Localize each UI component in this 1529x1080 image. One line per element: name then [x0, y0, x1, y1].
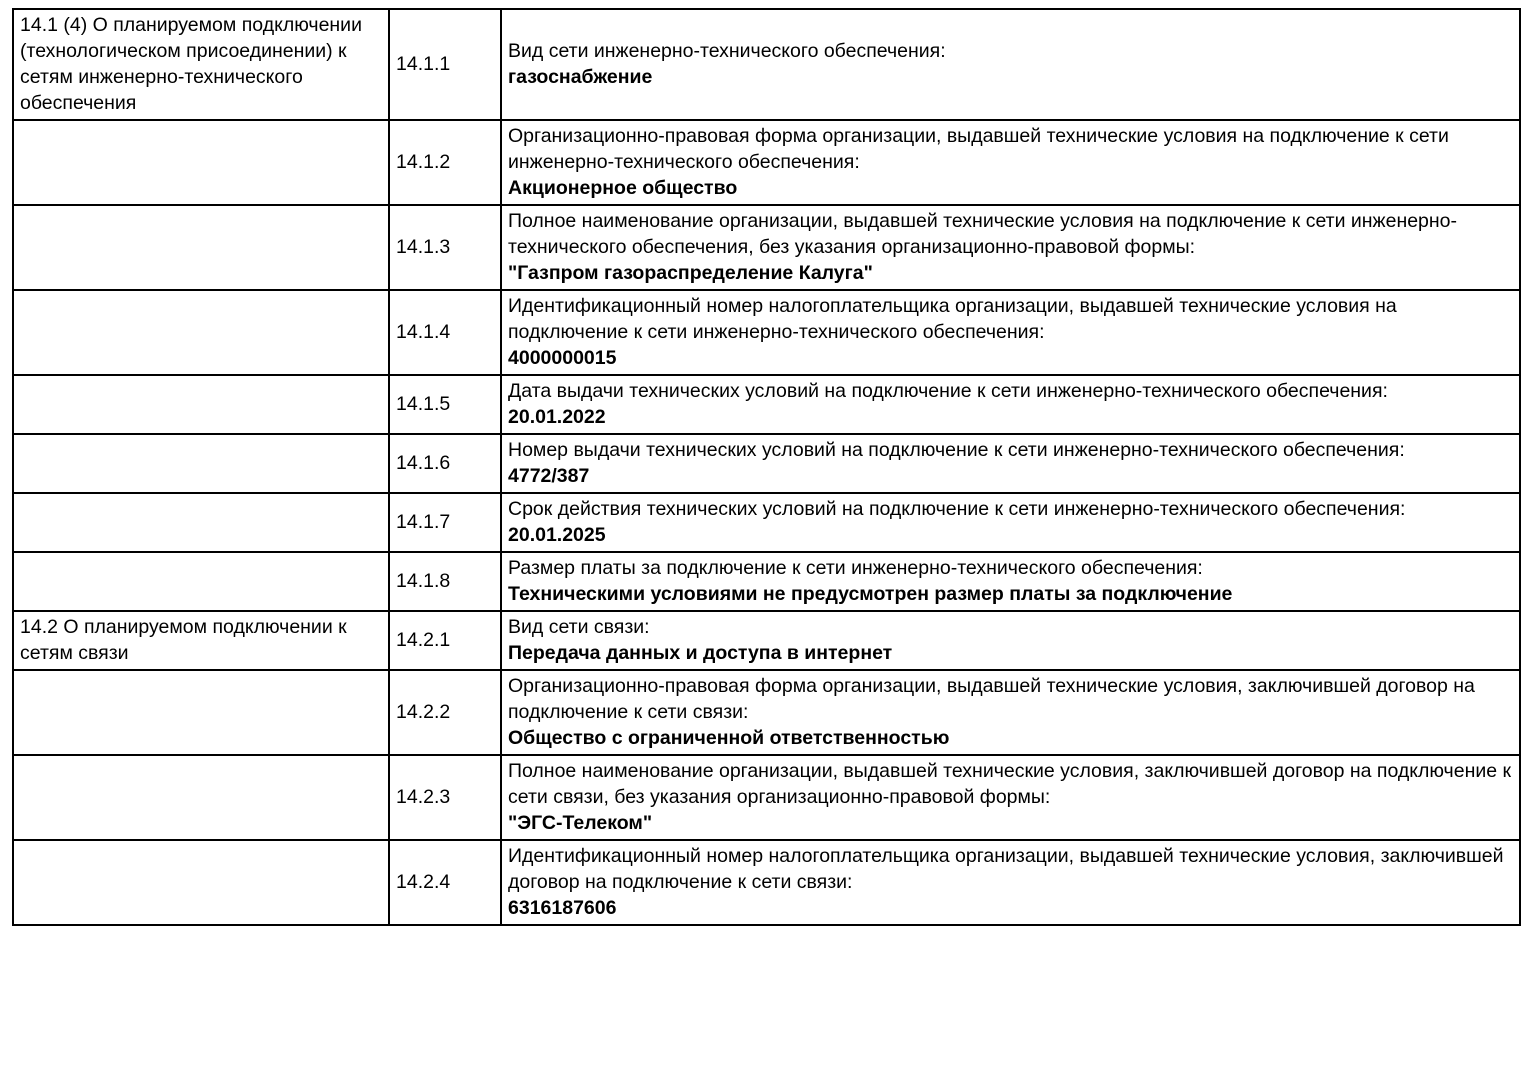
field-label: Полное наименование организации, выдавшей технические условия, заключившей договор на подключение к сети связи, без указания организационно-правовой формы:: [508, 760, 1512, 808]
field-label: Полное наименование организации, выдавшей технические условия на подключение к сети инженерно-технического обеспечения, без указания организационно-правовой формы:: [508, 210, 1458, 258]
section-cell: [13, 552, 389, 611]
content-cell: [501, 120, 1520, 205]
field-value: Общество с ограниченной ответственностью: [508, 727, 950, 749]
section-cell: 14.2 О планируемом подключении к сетям связи: [13, 611, 389, 670]
section-cell: [13, 670, 389, 755]
table-row: [13, 552, 1520, 611]
table-row: [13, 375, 1520, 434]
item-number-cell: 14.1.5: [389, 375, 501, 434]
item-number-cell: 14.1.3: [389, 205, 501, 290]
field-label: Срок действия технических условий на подключение к сети инженерно-технического обеспечения:: [508, 498, 1406, 520]
section-cell: [13, 840, 389, 925]
item-number-cell: 14.1.1: [389, 9, 501, 120]
table-row: [13, 493, 1520, 552]
item-number-cell: 14.2.4: [389, 840, 501, 925]
field-label: Вид сети инженерно-технического обеспечения:: [508, 40, 946, 62]
content-cell: [501, 611, 1520, 670]
content-cell: [501, 375, 1520, 434]
section-cell: [13, 205, 389, 290]
field-value: 20.01.2022: [508, 406, 606, 428]
section-cell: [13, 434, 389, 493]
section-cell: [13, 290, 389, 375]
field-value: 4000000015: [508, 347, 617, 369]
field-value: Передача данных и доступа в интернет: [508, 642, 893, 664]
table-row: [13, 434, 1520, 493]
table-row: [13, 9, 1520, 120]
content-cell: [501, 755, 1520, 840]
field-label: Номер выдачи технических условий на подключение к сети инженерно-технического обеспечения:: [508, 439, 1405, 461]
item-number-cell: 14.1.6: [389, 434, 501, 493]
section-cell: 14.1 (4) О планируемом подключении (технологическом присоединении) к сетям инженерно-технического обеспечения: [13, 9, 389, 120]
content-cell: [501, 205, 1520, 290]
field-value: "ЭГС-Телеком": [508, 812, 653, 834]
table-row: [13, 205, 1520, 290]
content-cell: [501, 552, 1520, 611]
table-row: [13, 611, 1520, 670]
section-cell: [13, 755, 389, 840]
section-cell: [13, 375, 389, 434]
item-number-cell: 14.2.1: [389, 611, 501, 670]
item-number-cell: 14.1.7: [389, 493, 501, 552]
field-value: 6316187606: [508, 897, 617, 919]
content-cell: [501, 493, 1520, 552]
field-label: Идентификационный номер налогоплательщика организации, выдавшей технические условия, заключившей договор на подключение к сети связи:: [508, 845, 1504, 893]
field-label: Организационно-правовая форма организации, выдавшей технические условия, заключившей договор на подключение к сети связи:: [508, 675, 1475, 723]
field-value: Техническими условиями не предусмотрен размер платы за подключение: [508, 583, 1233, 605]
field-value: 4772/387: [508, 465, 590, 487]
section-cell: [13, 493, 389, 552]
item-number-cell: 14.2.3: [389, 755, 501, 840]
table-row: [13, 670, 1520, 755]
item-number-cell: 14.1.2: [389, 120, 501, 205]
field-label: Вид сети связи:: [508, 616, 650, 638]
content-cell: [501, 840, 1520, 925]
table-row: [13, 840, 1520, 925]
field-value: газоснабжение: [508, 66, 653, 88]
field-label: Дата выдачи технических условий на подключение к сети инженерно-технического обеспечения:: [508, 380, 1388, 402]
content-cell: [501, 9, 1520, 120]
field-label: Размер платы за подключение к сети инженерно-технического обеспечения:: [508, 557, 1203, 579]
field-value: Акционерное общество: [508, 177, 738, 199]
declaration-table: [12, 8, 1521, 926]
table-row: [13, 755, 1520, 840]
field-label: Идентификационный номер налогоплательщика организации, выдавшей технические условия на подключение к сети инженерно-технического обеспечения:: [508, 295, 1397, 343]
item-number-cell: 14.1.4: [389, 290, 501, 375]
item-number-cell: 14.2.2: [389, 670, 501, 755]
field-value: "Газпром газораспределение Калуга": [508, 262, 873, 284]
field-label: Организационно-правовая форма организации, выдавшей технические условия на подключение к сети инженерно-технического обеспечения:: [508, 125, 1449, 173]
content-cell: [501, 434, 1520, 493]
field-value: 20.01.2025: [508, 524, 606, 546]
table-row: [13, 120, 1520, 205]
content-cell: [501, 670, 1520, 755]
item-number-cell: 14.1.8: [389, 552, 501, 611]
section-cell: [13, 120, 389, 205]
table-row: [13, 290, 1520, 375]
content-cell: [501, 290, 1520, 375]
